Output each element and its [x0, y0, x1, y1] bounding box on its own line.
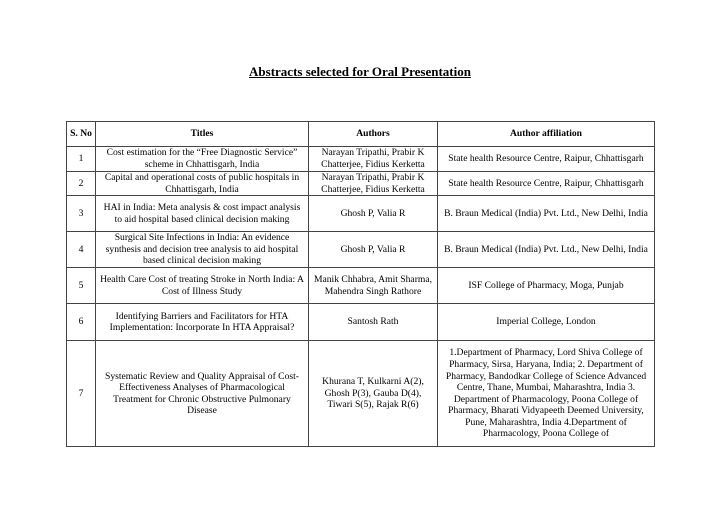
- cell-sno: 5: [67, 268, 96, 304]
- cell-title: Health Care Cost of treating Stroke in North India: A Cost of Illness Study: [96, 268, 309, 304]
- cell-sno: 2: [67, 172, 96, 196]
- cell-authors: Manik Chhabra, Amit Sharma, Mahendra Singh Rathore: [309, 268, 438, 304]
- table-row: [67, 147, 655, 172]
- cell-affiliation: B. Braun Medical (India) Pvt. Ltd., New Delhi, India: [438, 196, 655, 232]
- cell-affiliation: B. Braun Medical (India) Pvt. Ltd., New Delhi, India: [438, 232, 655, 268]
- cell-sno: 7: [67, 341, 96, 447]
- cell-authors: Narayan Tripathi, Prabir K Chatterjee, Fidius Kerketta: [309, 147, 438, 172]
- table-row: [67, 196, 655, 232]
- cell-authors: Ghosh P, Valia R: [309, 196, 438, 232]
- cell-title: Capital and operational costs of public hospitals in Chhattisgarh, India: [96, 172, 309, 196]
- cell-sno: 1: [67, 147, 96, 172]
- header-affiliation: Author affiliation: [438, 122, 655, 147]
- cell-affiliation: State health Resource Centre, Raipur, Chhattisgarh: [438, 147, 655, 172]
- cell-affiliation: State health Resource Centre, Raipur, Chhattisgarh: [438, 172, 655, 196]
- table-row: [67, 232, 655, 268]
- header-authors: Authors: [309, 122, 438, 147]
- cell-title: Identifying Barriers and Facilitators for HTA Implementation: Incorporate In HTA Appraisal?: [96, 304, 309, 341]
- table-row: [67, 172, 655, 196]
- header-titles: Titles: [96, 122, 309, 147]
- cell-affiliation: ISF College of Pharmacy, Moga, Punjab: [438, 268, 655, 304]
- cell-sno: 4: [67, 232, 96, 268]
- table-header-row: [67, 122, 655, 147]
- cell-authors: Khurana T, Kulkarni A(2), Ghosh P(3), Gauba D(4), Tiwari S(5), Rajak R(6): [309, 341, 438, 447]
- cell-title: Surgical Site Infections in India: An evidence synthesis and decision tree analysis to aid hospital based clinical decision making: [96, 232, 309, 268]
- page-title: Abstracts selected for Oral Presentation: [249, 64, 471, 79]
- cell-affiliation: Imperial College, London: [438, 304, 655, 341]
- cell-authors: Narayan Tripathi, Prabir K Chatterjee, Fidius Kerketta: [309, 172, 438, 196]
- cell-affiliation: 1.Department of Pharmacy, Lord Shiva College of Pharmacy, Sirsa, Haryana, India; 2. Department of Pharmacy, Bandodkar College of Science Advanced Centre, Thane, Mumbai, Maharashtra, India 3. Department of Pharmacology, Poona College of Pharmacy, Bharati Vidyapeeth Deemed University, Pune, Maharashtra, India 4.Department of Pharmacology, Poona College of: [438, 341, 655, 447]
- cell-sno: 3: [67, 196, 96, 232]
- cell-authors: Santosh Rath: [309, 304, 438, 341]
- table-row: [67, 268, 655, 304]
- cell-title: HAI in India: Meta analysis & cost impact analysis to aid hospital based clinical decision making: [96, 196, 309, 232]
- cell-authors: Ghosh P, Valia R: [309, 232, 438, 268]
- abstracts-table: [66, 121, 655, 447]
- cell-title: Cost estimation for the “Free Diagnostic Service” scheme in Chhattisgarh, India: [96, 147, 309, 172]
- cell-title: Systematic Review and Quality Appraisal of Cost-Effectiveness Analyses of Pharmacological Treatment for Chronic Obstructive Pulmonary Disease: [96, 341, 309, 447]
- table-row: [67, 304, 655, 341]
- table-row: [67, 341, 655, 447]
- header-sno: S. No: [67, 122, 96, 147]
- cell-sno: 6: [67, 304, 96, 341]
